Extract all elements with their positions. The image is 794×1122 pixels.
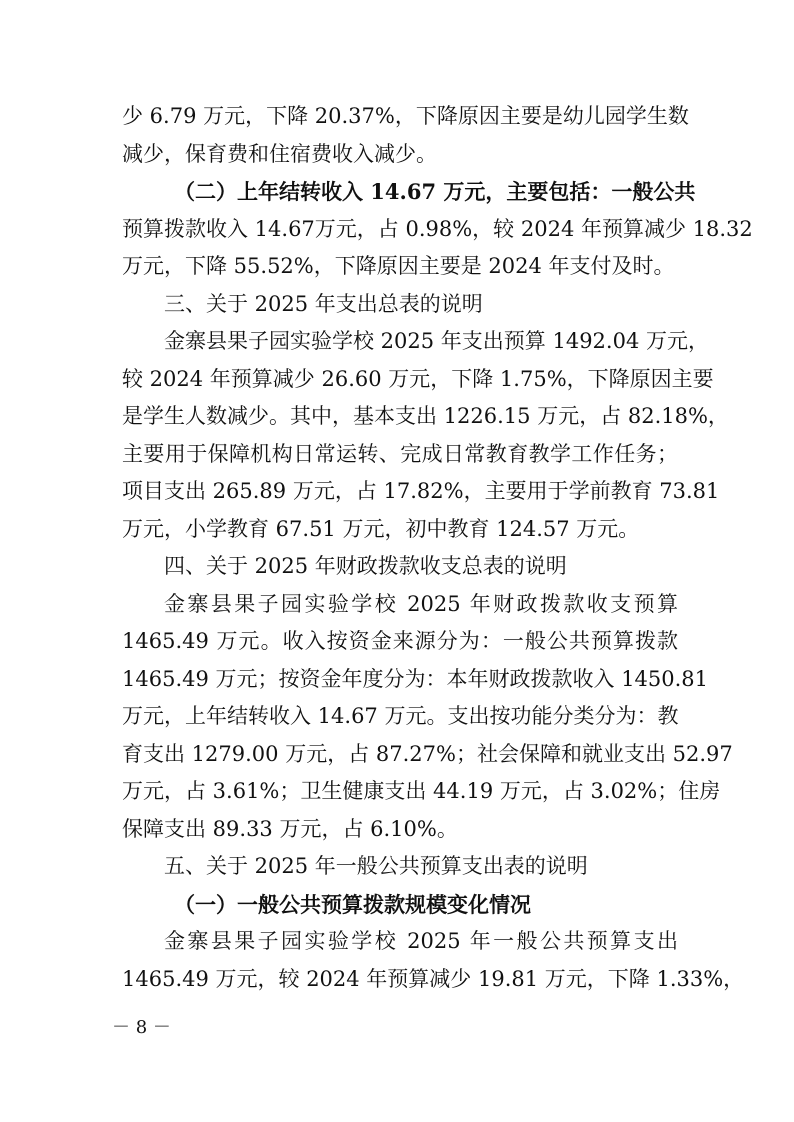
body-line-8: 较 2024 年预算减少 26.60 万元，下降 1.75%，下降原因主要 bbox=[122, 366, 714, 391]
body-line-17: 万元，上年结转收入 14.67 万元。支出按功能分类分为：教 bbox=[122, 704, 679, 728]
subheading-carryover-income: （二）上年结转收入 14.67 万元，主要包括：一般公共 bbox=[174, 179, 696, 204]
section-heading-5: 五、关于 2025 年一般公共预算支出表的说明 bbox=[164, 854, 588, 878]
body-line-23: 金寨县果子园实验学校 2025 年一般公共预算支出 bbox=[164, 929, 678, 953]
body-line-1: 少 6.79 万元，下降 20.37%，下降原因主要是幼儿园学生数 bbox=[122, 104, 689, 128]
body-line-4: 预算拨款收入 14.67万元，占 0.98%，较 2024 年预算减少 18.32 bbox=[122, 216, 753, 241]
body-line-20: 保障支出 89.33 万元，占 6.10%。 bbox=[122, 816, 458, 841]
body-line-24: 1465.49 万元，较 2024 年预算减少 19.81 万元，下降 1.33%， bbox=[122, 966, 745, 991]
body-line-9: 是学生人数减少。其中，基本支出 1226.15 万元，占 82.18%， bbox=[122, 404, 729, 428]
body-line-18: 育支出 1279.00 万元，占 87.27%；社会保障和就业支出 52.97 bbox=[122, 741, 733, 766]
body-line-16: 1465.49 万元；按资金年度分为：本年财政拨款收入 1450.81 bbox=[122, 666, 709, 691]
body-line-12: 万元，小学教育 67.51 万元，初中教育 124.57 万元。 bbox=[122, 516, 640, 541]
section-heading-4: 四、关于 2025 年财政拨款收支总表的说明 bbox=[164, 554, 567, 578]
body-line-15: 1465.49 万元。收入按资金来源分为：一般公共预算拨款 bbox=[122, 629, 678, 653]
document-body bbox=[122, 98, 753, 998]
body-line-14: 金寨县果子园实验学校 2025 年财政拨款收支预算 bbox=[164, 591, 678, 616]
section-heading-3: 三、关于 2025 年支出总表的说明 bbox=[164, 291, 483, 316]
body-line-7: 金寨县果子园实验学校 2025 年支出预算 1492.04 万元， bbox=[164, 329, 709, 353]
page-number: － 8 － bbox=[112, 1017, 171, 1038]
body-line-10: 主要用于保障机构日常运转、完成日常教育教学工作任务； bbox=[122, 441, 678, 466]
body-line-19: 万元，占 3.61%；卫生健康支出 44.19 万元，占 3.02%；住房 bbox=[122, 779, 721, 803]
body-line-11: 项目支出 265.89 万元，占 17.82%，主要用于学前教育 73.81 bbox=[122, 479, 720, 503]
subheading-budget-scale: （一）一般公共预算拨款规模变化情况 bbox=[174, 891, 531, 917]
body-line-5: 万元，下降 55.52%，下降原因主要是 2024 年支付及时。 bbox=[122, 254, 675, 278]
body-line-2: 减少，保育费和住宿费收入减少。 bbox=[122, 141, 437, 166]
